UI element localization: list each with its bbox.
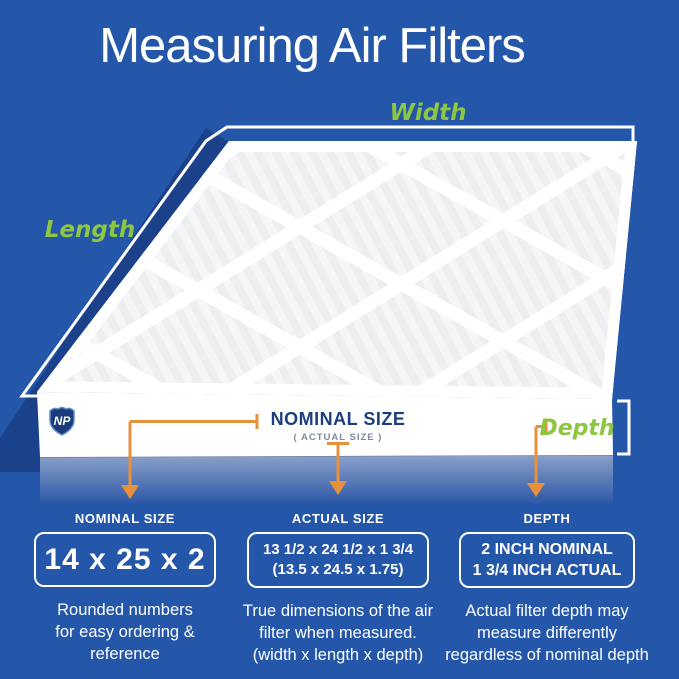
column-caption: [238, 600, 438, 666]
caption-line: measure differently: [476, 624, 618, 642]
brand-logo-text: NP: [53, 414, 71, 428]
actual-size-value-box: [247, 532, 429, 588]
column-caption: [441, 600, 653, 666]
width-dimension-label: Width: [389, 100, 467, 126]
front-face-nominal-size-label: NOMINAL SIZE: [270, 409, 406, 429]
depth-column: [441, 511, 653, 666]
box-value-line: (13.5 x 24.5 x 1.75): [272, 561, 404, 578]
caption-line: True dimensions of the air: [242, 602, 434, 620]
caption-line: (width x length x depth): [252, 646, 424, 664]
column-header: NOMINAL SIZE: [74, 511, 176, 526]
depth-value-box: [459, 532, 635, 588]
page-title: Measuring Air Filters: [99, 19, 525, 73]
front-face-actual-size-sublabel: ( ACTUAL SIZE ): [293, 432, 383, 443]
box-value-line: 2 INCH NOMINAL: [481, 541, 613, 558]
column-header: DEPTH: [523, 511, 571, 526]
caption-line: regardless of nominal depth: [445, 646, 649, 664]
box-value-line: 13 1/2 x 24 1/2 x 1 3/4: [262, 541, 414, 558]
column-caption: [25, 599, 225, 665]
filter-reflection: [40, 455, 613, 504]
caption-line: Actual filter depth may: [465, 602, 629, 620]
column-header: ACTUAL SIZE: [291, 511, 385, 526]
depth-dimension-label: Depth: [539, 416, 615, 441]
actual-size-column: [238, 511, 438, 666]
box-value-line: 14 x 25 x 2: [44, 542, 206, 576]
caption-line: for easy ordering & reference: [55, 623, 195, 663]
nominal-size-value-box: [34, 532, 216, 587]
length-dimension-label: Length: [44, 217, 136, 243]
nominal-size-column: [25, 511, 225, 665]
caption-line: Rounded numbers: [57, 601, 193, 619]
box-value-line: 1 3/4 INCH ACTUAL: [472, 562, 622, 579]
caption-line: filter when measured.: [259, 624, 417, 642]
